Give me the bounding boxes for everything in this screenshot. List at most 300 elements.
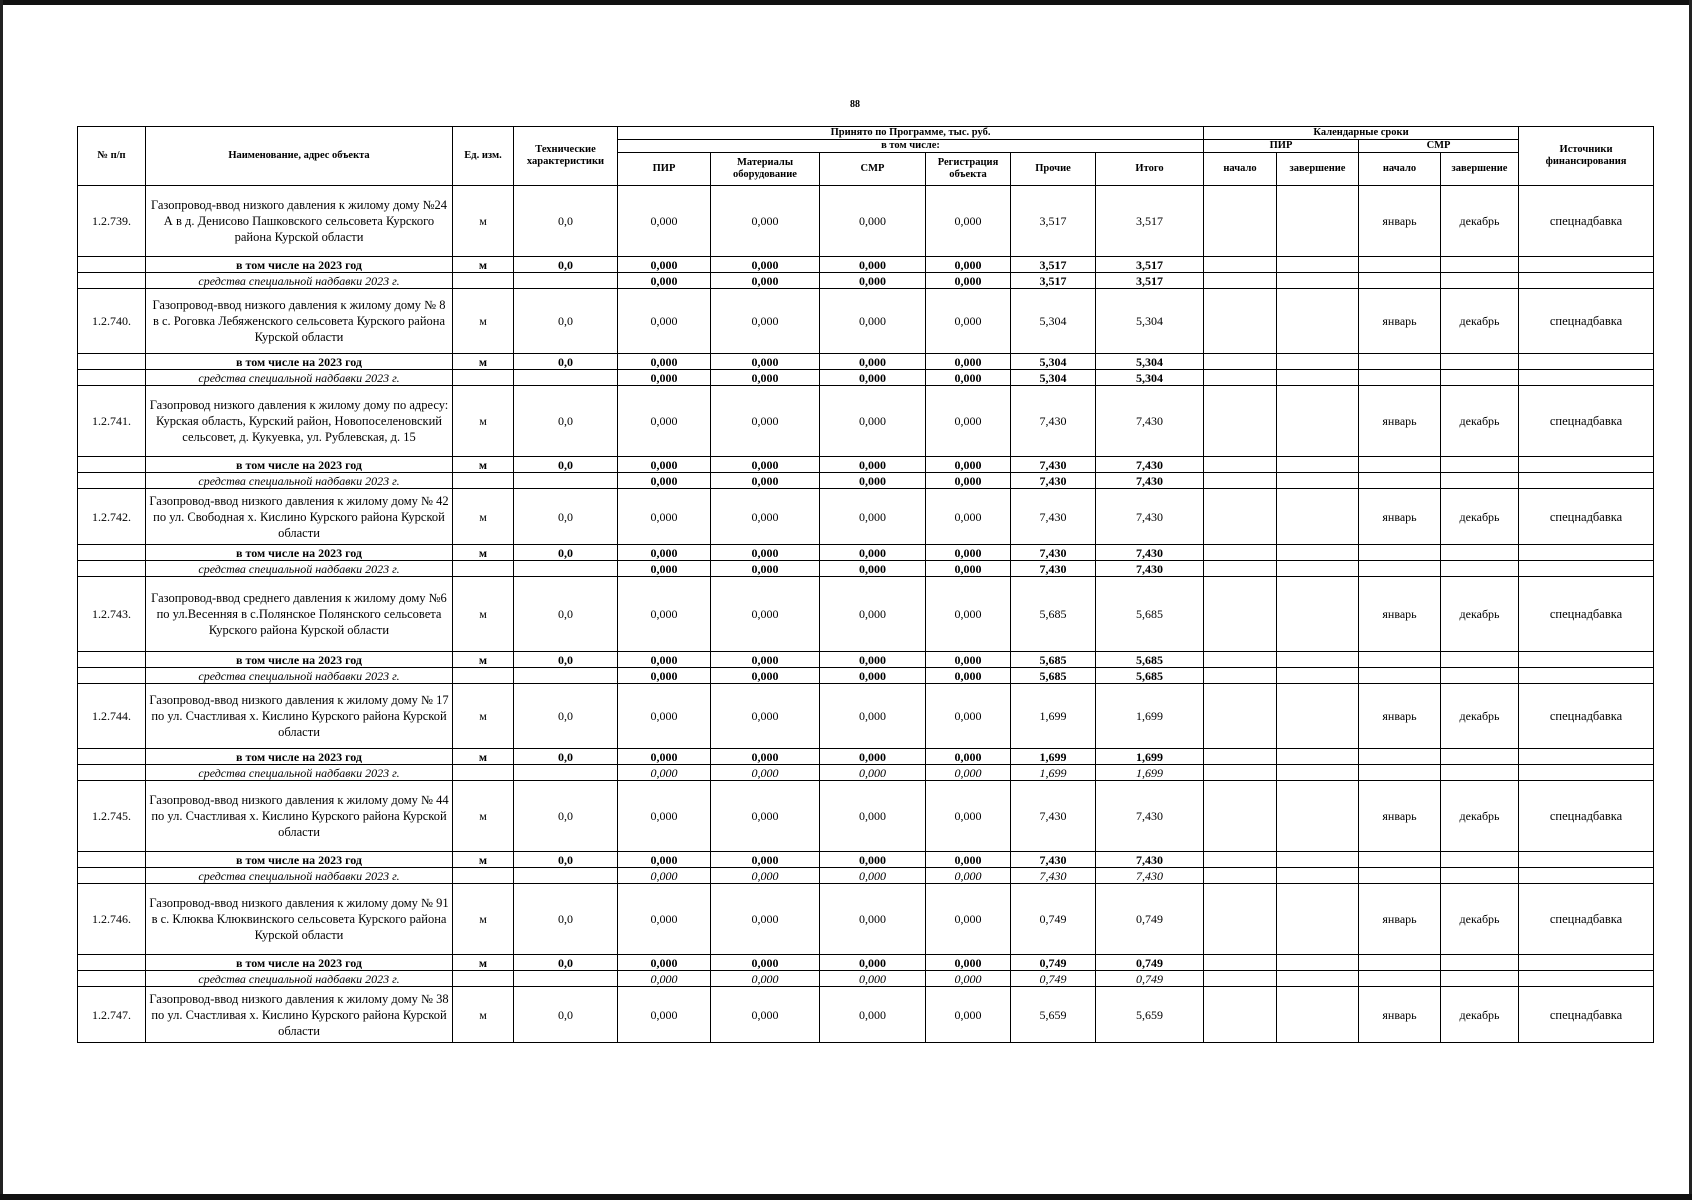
table-row xyxy=(78,884,1654,955)
src-empty xyxy=(1359,868,1441,884)
src-smr: 0,000 xyxy=(820,473,926,489)
year-materials: 0,000 xyxy=(711,652,820,668)
year-subtotal-row xyxy=(78,652,1654,668)
row-pir: 0,000 xyxy=(618,386,711,457)
year-tech: 0,0 xyxy=(514,852,618,868)
row-name: Газопровод низкого давления к жилому дому по адресу: Курская область, Курский район, Новопоселеновский сельсовет, д. Кукуевка, ул. Рублевская, д. 15 xyxy=(146,386,453,457)
row-smr-end: декабрь xyxy=(1441,684,1519,749)
year-label: в том числе на 2023 год xyxy=(146,652,453,668)
src-materials: 0,000 xyxy=(711,370,820,386)
row-num: 1.2.742. xyxy=(78,489,146,545)
row-registration: 0,000 xyxy=(926,577,1011,652)
year-subtotal-row xyxy=(78,457,1654,473)
src-unit xyxy=(453,473,514,489)
row-pir-end xyxy=(1277,289,1359,354)
src-tech xyxy=(514,370,618,386)
year-num xyxy=(78,852,146,868)
row-smr-end: декабрь xyxy=(1441,186,1519,257)
src-empty xyxy=(1277,668,1359,684)
row-registration: 0,000 xyxy=(926,987,1011,1043)
year-subtotal-row xyxy=(78,852,1654,868)
row-unit: м xyxy=(453,386,514,457)
row-pir-end xyxy=(1277,884,1359,955)
row-materials: 0,000 xyxy=(711,884,820,955)
year-empty xyxy=(1277,354,1359,370)
scan-left-border xyxy=(0,0,3,1200)
year-subtotal-row xyxy=(78,955,1654,971)
src-empty xyxy=(1441,561,1519,577)
year-empty xyxy=(1519,257,1654,273)
row-num: 1.2.741. xyxy=(78,386,146,457)
year-pir: 0,000 xyxy=(618,257,711,273)
year-num xyxy=(78,457,146,473)
row-tech: 0,0 xyxy=(514,987,618,1043)
src-empty xyxy=(1204,765,1277,781)
table-row xyxy=(78,386,1654,457)
src-smr: 0,000 xyxy=(820,561,926,577)
src-tech xyxy=(514,473,618,489)
header-accepted: Принято по Программе, тыс. руб. xyxy=(618,127,1204,140)
row-unit: м xyxy=(453,489,514,545)
year-pir: 0,000 xyxy=(618,749,711,765)
src-empty xyxy=(1519,561,1654,577)
year-unit: м xyxy=(453,652,514,668)
year-unit: м xyxy=(453,852,514,868)
header-registration: Регистрация объекта xyxy=(926,153,1011,186)
row-unit: м xyxy=(453,289,514,354)
row-smr-start: январь xyxy=(1359,781,1441,852)
row-num: 1.2.743. xyxy=(78,577,146,652)
row-pir-start xyxy=(1204,289,1277,354)
row-source: спецнадбавка xyxy=(1519,186,1654,257)
src-num xyxy=(78,473,146,489)
header-materials: Материалы оборудование xyxy=(711,153,820,186)
row-smr-start: январь xyxy=(1359,684,1441,749)
row-registration: 0,000 xyxy=(926,781,1011,852)
scan-top-border xyxy=(0,0,1692,5)
src-num xyxy=(78,370,146,386)
row-total: 7,430 xyxy=(1096,489,1204,545)
year-total: 5,304 xyxy=(1096,354,1204,370)
row-total: 7,430 xyxy=(1096,781,1204,852)
src-total: 5,304 xyxy=(1096,370,1204,386)
year-unit: м xyxy=(453,257,514,273)
src-other: 0,749 xyxy=(1011,971,1096,987)
src-empty xyxy=(1204,561,1277,577)
row-name: Газопровод-ввод низкого давления к жилому дому № 42 по ул. Свободная х. Кислино Курского района Курской области xyxy=(146,489,453,545)
src-other: 7,430 xyxy=(1011,473,1096,489)
src-empty xyxy=(1204,473,1277,489)
row-unit: м xyxy=(453,186,514,257)
year-registration: 0,000 xyxy=(926,457,1011,473)
src-pir: 0,000 xyxy=(618,668,711,684)
year-smr: 0,000 xyxy=(820,257,926,273)
year-other: 5,685 xyxy=(1011,652,1096,668)
year-empty xyxy=(1204,852,1277,868)
year-empty xyxy=(1277,955,1359,971)
source-funds-row xyxy=(78,273,1654,289)
src-other: 5,304 xyxy=(1011,370,1096,386)
row-pir: 0,000 xyxy=(618,781,711,852)
table-row xyxy=(78,289,1654,354)
year-subtotal-row xyxy=(78,545,1654,561)
page-number: 88 xyxy=(850,99,860,110)
src-empty xyxy=(1359,765,1441,781)
row-pir-end xyxy=(1277,577,1359,652)
row-other: 3,517 xyxy=(1011,186,1096,257)
src-pir: 0,000 xyxy=(618,868,711,884)
row-total: 5,659 xyxy=(1096,987,1204,1043)
year-empty xyxy=(1277,257,1359,273)
year-registration: 0,000 xyxy=(926,652,1011,668)
year-smr: 0,000 xyxy=(820,955,926,971)
src-unit xyxy=(453,971,514,987)
header-including: в том числе: xyxy=(618,140,1204,153)
row-total: 3,517 xyxy=(1096,186,1204,257)
year-empty xyxy=(1204,545,1277,561)
src-smr: 0,000 xyxy=(820,765,926,781)
year-tech: 0,0 xyxy=(514,955,618,971)
year-empty xyxy=(1441,852,1519,868)
year-tech: 0,0 xyxy=(514,257,618,273)
row-smr-end: декабрь xyxy=(1441,577,1519,652)
year-empty xyxy=(1204,652,1277,668)
row-pir: 0,000 xyxy=(618,884,711,955)
src-registration: 0,000 xyxy=(926,668,1011,684)
src-empty xyxy=(1441,765,1519,781)
row-tech: 0,0 xyxy=(514,684,618,749)
year-materials: 0,000 xyxy=(711,545,820,561)
objects-table xyxy=(77,126,1654,1043)
year-empty xyxy=(1359,354,1441,370)
row-name: Газопровод-ввод среднего давления к жилому дому №6 по ул.Весенняя в с.Полянское Полянского сельсовета Курского района Курской области xyxy=(146,577,453,652)
year-label: в том числе на 2023 год xyxy=(146,955,453,971)
row-registration: 0,000 xyxy=(926,684,1011,749)
year-empty xyxy=(1441,457,1519,473)
year-label: в том числе на 2023 год xyxy=(146,749,453,765)
row-smr: 0,000 xyxy=(820,884,926,955)
src-empty xyxy=(1441,273,1519,289)
src-empty xyxy=(1359,971,1441,987)
src-smr: 0,000 xyxy=(820,273,926,289)
row-other: 0,749 xyxy=(1011,884,1096,955)
row-smr-end: декабрь xyxy=(1441,987,1519,1043)
year-tech: 0,0 xyxy=(514,749,618,765)
year-subtotal-row xyxy=(78,257,1654,273)
year-registration: 0,000 xyxy=(926,354,1011,370)
row-unit: м xyxy=(453,684,514,749)
row-pir-start xyxy=(1204,386,1277,457)
year-materials: 0,000 xyxy=(711,955,820,971)
src-empty xyxy=(1519,868,1654,884)
src-num xyxy=(78,868,146,884)
year-unit: м xyxy=(453,749,514,765)
src-tech xyxy=(514,273,618,289)
src-other: 7,430 xyxy=(1011,561,1096,577)
src-empty xyxy=(1519,273,1654,289)
year-registration: 0,000 xyxy=(926,545,1011,561)
src-num xyxy=(78,561,146,577)
row-tech: 0,0 xyxy=(514,289,618,354)
row-materials: 0,000 xyxy=(711,684,820,749)
row-other: 1,699 xyxy=(1011,684,1096,749)
src-empty xyxy=(1204,868,1277,884)
src-empty xyxy=(1277,473,1359,489)
row-smr-end: декабрь xyxy=(1441,884,1519,955)
src-materials: 0,000 xyxy=(711,473,820,489)
header-unit: Ед. изм. xyxy=(453,127,514,186)
row-source: спецнадбавка xyxy=(1519,884,1654,955)
row-total: 5,304 xyxy=(1096,289,1204,354)
row-tech: 0,0 xyxy=(514,577,618,652)
row-total: 5,685 xyxy=(1096,577,1204,652)
src-empty xyxy=(1359,561,1441,577)
row-unit: м xyxy=(453,987,514,1043)
src-registration: 0,000 xyxy=(926,561,1011,577)
src-label: средства специальной надбавки 2023 г. xyxy=(146,273,453,289)
row-pir-start xyxy=(1204,186,1277,257)
src-pir: 0,000 xyxy=(618,971,711,987)
src-registration: 0,000 xyxy=(926,370,1011,386)
year-label: в том числе на 2023 год xyxy=(146,852,453,868)
year-smr: 0,000 xyxy=(820,749,926,765)
year-smr: 0,000 xyxy=(820,354,926,370)
year-empty xyxy=(1277,545,1359,561)
year-materials: 0,000 xyxy=(711,354,820,370)
year-total: 0,749 xyxy=(1096,955,1204,971)
year-total: 7,430 xyxy=(1096,545,1204,561)
year-empty xyxy=(1204,257,1277,273)
header-smr-start: начало xyxy=(1359,153,1441,186)
row-unit: м xyxy=(453,781,514,852)
src-unit xyxy=(453,668,514,684)
row-source: спецнадбавка xyxy=(1519,684,1654,749)
row-pir-end xyxy=(1277,386,1359,457)
row-pir-end xyxy=(1277,781,1359,852)
header-calendar: Календарные сроки xyxy=(1204,127,1519,140)
year-empty xyxy=(1441,354,1519,370)
row-unit: м xyxy=(453,884,514,955)
header-num: № п/п xyxy=(78,127,146,186)
scan-bottom-border xyxy=(0,1194,1692,1200)
row-total: 7,430 xyxy=(1096,386,1204,457)
year-materials: 0,000 xyxy=(711,852,820,868)
src-total: 5,685 xyxy=(1096,668,1204,684)
year-pir: 0,000 xyxy=(618,852,711,868)
row-pir-start xyxy=(1204,577,1277,652)
header-smr: СМР xyxy=(820,153,926,186)
row-materials: 0,000 xyxy=(711,489,820,545)
row-materials: 0,000 xyxy=(711,289,820,354)
src-label: средства специальной надбавки 2023 г. xyxy=(146,561,453,577)
src-empty xyxy=(1277,971,1359,987)
year-unit: м xyxy=(453,545,514,561)
year-empty xyxy=(1277,652,1359,668)
row-other: 7,430 xyxy=(1011,489,1096,545)
row-pir-start xyxy=(1204,489,1277,545)
row-pir-end xyxy=(1277,186,1359,257)
year-other: 7,430 xyxy=(1011,852,1096,868)
year-total: 7,430 xyxy=(1096,457,1204,473)
src-tech xyxy=(514,561,618,577)
src-total: 0,749 xyxy=(1096,971,1204,987)
src-tech xyxy=(514,868,618,884)
src-materials: 0,000 xyxy=(711,668,820,684)
src-materials: 0,000 xyxy=(711,273,820,289)
src-unit xyxy=(453,370,514,386)
year-num xyxy=(78,545,146,561)
row-pir-start xyxy=(1204,781,1277,852)
year-unit: м xyxy=(453,457,514,473)
row-name: Газопровод-ввод низкого давления к жилому дому № 8 в с. Роговка Лебяженского сельсовета Курского района Курской области xyxy=(146,289,453,354)
year-smr: 0,000 xyxy=(820,457,926,473)
row-tech: 0,0 xyxy=(514,186,618,257)
source-funds-row xyxy=(78,765,1654,781)
row-smr: 0,000 xyxy=(820,386,926,457)
row-pir-start xyxy=(1204,884,1277,955)
row-total: 0,749 xyxy=(1096,884,1204,955)
row-smr: 0,000 xyxy=(820,577,926,652)
row-name: Газопровод-ввод низкого давления к жилому дому № 38 по ул. Счастливая х. Кислино Курского района Курской области xyxy=(146,987,453,1043)
year-total: 5,685 xyxy=(1096,652,1204,668)
year-registration: 0,000 xyxy=(926,852,1011,868)
src-registration: 0,000 xyxy=(926,971,1011,987)
year-empty xyxy=(1277,457,1359,473)
header-cal-pir: ПИР xyxy=(1204,140,1359,153)
src-pir: 0,000 xyxy=(618,561,711,577)
src-empty xyxy=(1519,370,1654,386)
year-empty xyxy=(1359,749,1441,765)
row-num: 1.2.739. xyxy=(78,186,146,257)
src-num xyxy=(78,765,146,781)
year-registration: 0,000 xyxy=(926,955,1011,971)
year-other: 7,430 xyxy=(1011,545,1096,561)
row-materials: 0,000 xyxy=(711,386,820,457)
year-empty xyxy=(1519,749,1654,765)
src-pir: 0,000 xyxy=(618,473,711,489)
src-other: 1,699 xyxy=(1011,765,1096,781)
table-row xyxy=(78,489,1654,545)
row-source: спецнадбавка xyxy=(1519,781,1654,852)
row-registration: 0,000 xyxy=(926,489,1011,545)
row-other: 7,430 xyxy=(1011,386,1096,457)
src-empty xyxy=(1277,561,1359,577)
year-subtotal-row xyxy=(78,354,1654,370)
year-pir: 0,000 xyxy=(618,354,711,370)
row-pir: 0,000 xyxy=(618,186,711,257)
year-empty xyxy=(1441,545,1519,561)
src-label: средства специальной надбавки 2023 г. xyxy=(146,473,453,489)
row-smr-end: декабрь xyxy=(1441,489,1519,545)
year-empty xyxy=(1519,354,1654,370)
src-unit xyxy=(453,868,514,884)
row-smr-start: январь xyxy=(1359,489,1441,545)
row-smr: 0,000 xyxy=(820,186,926,257)
row-other: 5,659 xyxy=(1011,987,1096,1043)
year-empty xyxy=(1519,955,1654,971)
year-subtotal-row xyxy=(78,749,1654,765)
year-empty xyxy=(1277,749,1359,765)
row-materials: 0,000 xyxy=(711,781,820,852)
header-pir: ПИР xyxy=(618,153,711,186)
row-source: спецнадбавка xyxy=(1519,987,1654,1043)
src-empty xyxy=(1441,668,1519,684)
row-smr-start: январь xyxy=(1359,577,1441,652)
year-other: 3,517 xyxy=(1011,257,1096,273)
src-num xyxy=(78,273,146,289)
row-pir-start xyxy=(1204,987,1277,1043)
header-smr-end: завершение xyxy=(1441,153,1519,186)
src-pir: 0,000 xyxy=(618,273,711,289)
year-total: 3,517 xyxy=(1096,257,1204,273)
year-empty xyxy=(1359,852,1441,868)
row-smr-start: январь xyxy=(1359,289,1441,354)
row-smr: 0,000 xyxy=(820,489,926,545)
year-empty xyxy=(1204,749,1277,765)
src-empty xyxy=(1441,971,1519,987)
src-unit xyxy=(453,561,514,577)
source-funds-row xyxy=(78,971,1654,987)
year-materials: 0,000 xyxy=(711,257,820,273)
row-pir: 0,000 xyxy=(618,289,711,354)
src-total: 7,430 xyxy=(1096,473,1204,489)
year-num xyxy=(78,652,146,668)
src-registration: 0,000 xyxy=(926,765,1011,781)
year-empty xyxy=(1204,955,1277,971)
year-unit: м xyxy=(453,354,514,370)
row-smr-end: декабрь xyxy=(1441,781,1519,852)
year-smr: 0,000 xyxy=(820,545,926,561)
year-unit: м xyxy=(453,955,514,971)
header-cal-smr: СМР xyxy=(1359,140,1519,153)
year-smr: 0,000 xyxy=(820,652,926,668)
header-name: Наименование, адрес объекта xyxy=(146,127,453,186)
row-name: Газопровод-ввод низкого давления к жилому дому № 91 в с. Клюква Клюквинского сельсовета Курского района Курской области xyxy=(146,884,453,955)
row-tech: 0,0 xyxy=(514,489,618,545)
table-row xyxy=(78,987,1654,1043)
year-label: в том числе на 2023 год xyxy=(146,457,453,473)
year-other: 1,699 xyxy=(1011,749,1096,765)
src-empty xyxy=(1441,473,1519,489)
src-pir: 0,000 xyxy=(618,765,711,781)
row-pir-start xyxy=(1204,684,1277,749)
src-label: средства специальной надбавки 2023 г. xyxy=(146,868,453,884)
row-registration: 0,000 xyxy=(926,289,1011,354)
year-tech: 0,0 xyxy=(514,354,618,370)
src-registration: 0,000 xyxy=(926,273,1011,289)
year-empty xyxy=(1441,955,1519,971)
row-num: 1.2.745. xyxy=(78,781,146,852)
source-funds-row xyxy=(78,668,1654,684)
row-name: Газопровод-ввод низкого давления к жилому дому № 44 по ул. Счастливая х. Кислино Курского района Курской области xyxy=(146,781,453,852)
year-materials: 0,000 xyxy=(711,749,820,765)
row-smr-start: январь xyxy=(1359,186,1441,257)
src-empty xyxy=(1519,668,1654,684)
table-row xyxy=(78,684,1654,749)
table-row xyxy=(78,781,1654,852)
src-smr: 0,000 xyxy=(820,668,926,684)
year-label: в том числе на 2023 год xyxy=(146,545,453,561)
row-num: 1.2.744. xyxy=(78,684,146,749)
year-other: 7,430 xyxy=(1011,457,1096,473)
year-total: 1,699 xyxy=(1096,749,1204,765)
src-materials: 0,000 xyxy=(711,971,820,987)
src-empty xyxy=(1204,273,1277,289)
src-other: 5,685 xyxy=(1011,668,1096,684)
row-tech: 0,0 xyxy=(514,386,618,457)
src-empty xyxy=(1519,473,1654,489)
row-smr: 0,000 xyxy=(820,781,926,852)
